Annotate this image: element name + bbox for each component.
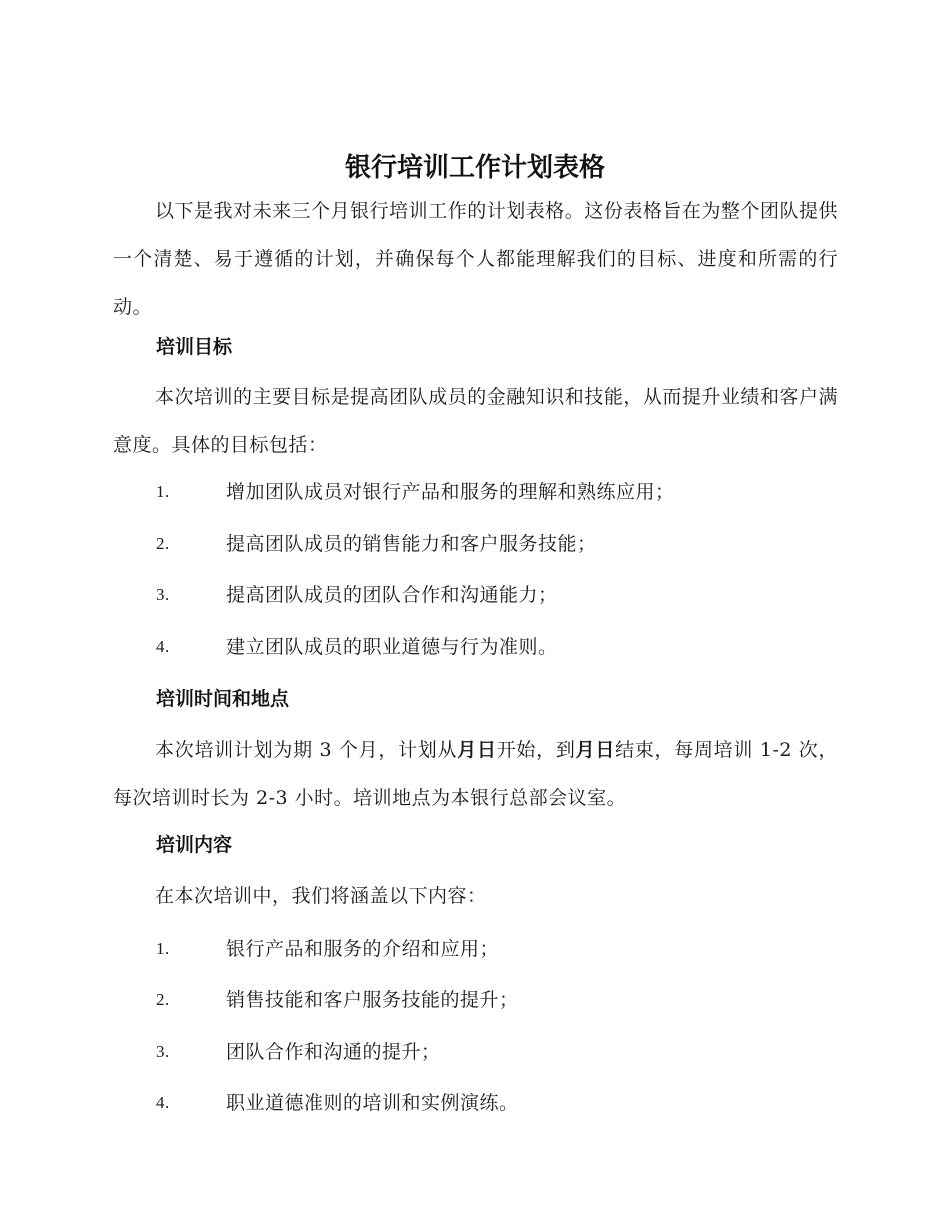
schedule-text-part: 本次培训计划为期 3 个月，计划从 [155,739,458,761]
list-number: 3. [156,1042,170,1061]
list-number: 1. [156,939,170,958]
intro-paragraph: 以下是我对未来三个月银行培训工作的计划表格。这份表格旨在为整个团队提供一个清楚、易于遵循的计划，并确保每个人都能理解我们的目标、进度和所需的行动。 [113,200,838,318]
list-item [156,477,846,507]
section-heading-goals: 培训目标 [156,336,233,358]
list-number: 2. [156,534,170,553]
document-title: 银行培训工作计划表格 [344,153,605,183]
section-heading-schedule: 培训时间和地点 [156,688,290,710]
list-item [156,529,846,559]
list-number: 1. [156,482,170,501]
list-text: 增加团队成员对银行产品和服务的理解和熟练应用； [226,481,675,503]
list-text: 提高团队成员的团队合作和沟通能力； [226,584,558,606]
schedule-text-part: 开始，到 [496,739,576,761]
goals-paragraph: 本次培训的主要目标是提高团队成员的金融知识和技能，从而提升业绩和客户满意度。具体的目标包括： [113,386,838,456]
list-item [156,1088,846,1118]
list-item [156,580,846,610]
list-item [156,1037,846,1067]
list-text: 提高团队成员的销售能力和客户服务技能； [226,533,597,555]
start-date: 月日 [457,739,497,761]
list-number: 3. [156,585,170,604]
list-item [156,985,846,1015]
end-date: 月日 [575,739,616,761]
list-text: 团队合作和沟通的提升； [226,1041,441,1063]
schedule-text-part: 结束，每周培训 1-2 次，每次培训时长为 2-3 小时。培训地点为本银行总部会议室。 [113,739,838,809]
schedule-paragraph [113,726,838,822]
list-text: 建立团队成员的职业道德与行为准则。 [226,636,558,658]
list-number: 4. [156,637,170,656]
content-paragraph: 在本次培训中，我们将涵盖以下内容： [155,885,487,907]
list-text: 银行产品和服务的介绍和应用； [226,938,500,960]
list-item [156,632,846,662]
list-text: 销售技能和客户服务技能的提升； [226,989,519,1011]
list-text: 职业道德准则的培训和实例演练。 [226,1092,519,1114]
list-number: 4. [156,1093,170,1112]
list-item [156,934,846,964]
list-number: 2. [156,990,170,1009]
section-heading-content: 培训内容 [156,834,233,856]
